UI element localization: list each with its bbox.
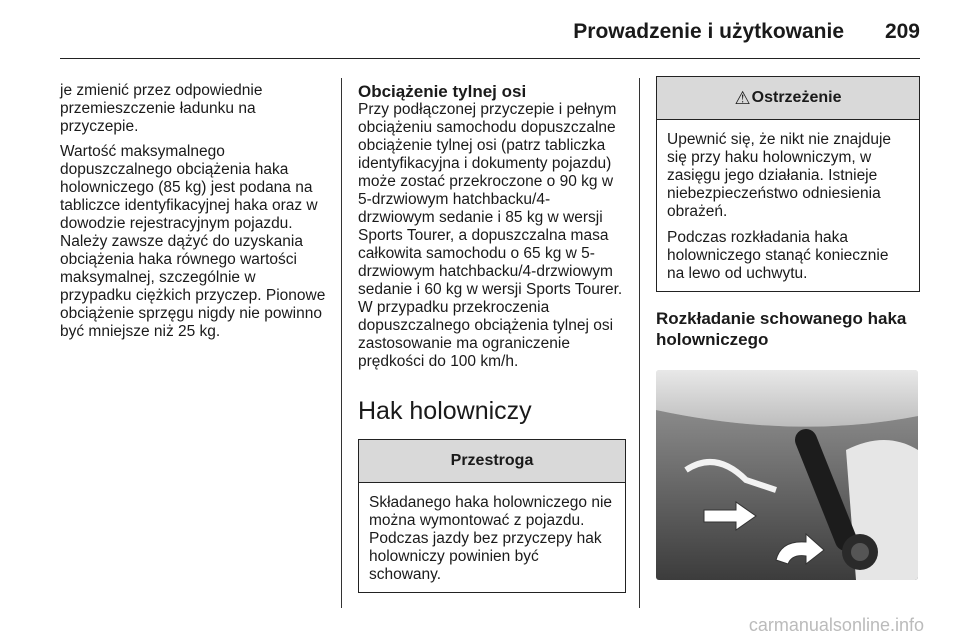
warning-box (656, 76, 920, 292)
column-3 (656, 76, 920, 580)
caution-box-title: Przestroga (359, 440, 625, 483)
warning-box-body (657, 120, 919, 291)
tow-hitch-photo (656, 370, 918, 580)
caution-text: Składanego haka holowniczego nie można wymontować z pojazdu. Podczas jazdy bez przyczepy hak holowniczy powinien być schowany. (369, 494, 613, 583)
header-rule (60, 58, 920, 59)
tow-hitch-heading: Hak holowniczy (358, 397, 532, 425)
page-number: 209 (884, 20, 920, 43)
page-header (0, 18, 960, 50)
warning-box-header (657, 77, 919, 120)
warning-triangle-icon: ⚠ (734, 88, 751, 108)
watermark: carmanualsonline.info (748, 615, 924, 635)
column-1 (60, 82, 330, 348)
warning-box-title: Ostrzeżenie (751, 89, 842, 106)
caution-box (358, 439, 626, 593)
warning-text-2: Podczas rozkładania haka holowniczego stanąć koniecznie na lewo od uchwytu. (667, 229, 889, 282)
rear-axle-subheading: Obciążenie tylnej osi (358, 82, 527, 101)
caution-box-body (359, 483, 625, 592)
header-title: Prowadzenie i użytkowanie (573, 20, 844, 43)
rear-axle-paragraph: Przy podłączonej przyczepie i pełnym obciążeniu samochodu dopuszczalne obciążenie tylnej osi (patrz tabliczka identyfikacyjna i dokumenty pojazdu) może zostać przekroczone o 90 kg w 5-drzwiowym hatchbacku/4-drzwiowym sedanie i 85 kg w wersji Sports Tourer, a dopuszczalna masa całkowita samochodu o 65 kg w 5-drzwiowym hatchbacku/4-drzwiowym sedanie i 60 kg w wersji Sports Tourer. W przypadku przekroczenia dopuszczalnego obciążenia tylnej osi zastosowanie ma ograniczenie prędkości do 100 km/h. (358, 101, 623, 370)
column-2 (358, 82, 626, 593)
col1-paragraph-1: je zmienić przez odpowiednie przemieszczenie ładunku na przyczepie. (60, 82, 263, 135)
column-divider-2 (639, 78, 640, 608)
warning-text-1: Upewnić się, że nikt nie znajduje się przy haku holowniczym, w zasięgu jego działania. Istnieje niebezpieczeństwo odniesienia obrażeń. (667, 131, 892, 220)
column-divider-1 (341, 78, 342, 608)
unfold-hitch-heading: Rozkładanie schowanego haka holowniczego (656, 309, 907, 349)
col1-paragraph-2: Wartość maksymalnego dopuszczalnego obciążenia haka holowniczego (85 kg) jest podana na tabliczce identyfikacyjnej haka oraz w dowodzie rejestracyjnym pojazdu. Należy zawsze dążyć do uzyskania obciążenia haka równego wartości maksymalnej, szczególnie w przypadku ciężkich przyczep. Pionowe obciążenie sprzęgu nigdy nie powinno być mniejsze niż 25 kg. (60, 143, 326, 340)
